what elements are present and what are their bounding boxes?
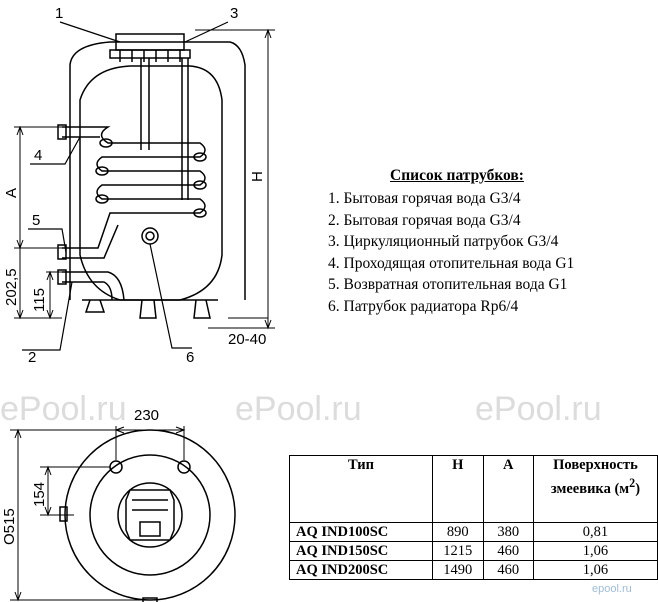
callout-4: 4 [34, 147, 43, 164]
dimension-lines-side [14, 30, 275, 328]
dim-a-label: A [3, 187, 20, 198]
cell-a: 460 [483, 561, 533, 580]
callout-1: 1 [55, 5, 64, 22]
table-row [290, 561, 658, 580]
nozzle-legend [328, 167, 648, 317]
tank-side-view [58, 34, 245, 318]
legend-item: 3. Циркуляционный патрубок G3/4 [328, 233, 559, 250]
header-surface-close: ) [635, 480, 641, 497]
callout-leaders [22, 22, 228, 350]
header-surface-text: Поверхность змеевика (м [550, 457, 638, 497]
legend-item: 6. Патрубок радиатора Rp6/4 [328, 297, 519, 315]
top-port-left [110, 461, 122, 473]
callout-5: 5 [32, 212, 41, 229]
watermark-text: ePool.ru [235, 390, 362, 428]
dimension-labels-side [3, 171, 266, 348]
spec-table-header [290, 456, 658, 523]
callout-2: 2 [28, 349, 37, 366]
top-flange-plate [110, 50, 190, 58]
cell-h: 1490 [432, 561, 483, 580]
callout-6: 6 [186, 349, 195, 366]
cell-name: AQ IND200SC [290, 561, 433, 580]
heating-coil [62, 127, 206, 258]
cell-name: AQ IND150SC [290, 542, 433, 561]
table-row [290, 523, 658, 542]
cell-a: 380 [483, 523, 533, 542]
dim-h-label: H [249, 171, 266, 182]
radiator-port [142, 228, 158, 244]
cell-surface: 1,06 [533, 542, 657, 561]
legend-list [328, 188, 648, 317]
dim-230-label: 230 [134, 407, 160, 424]
top-port-right [178, 461, 190, 473]
table-row [290, 542, 658, 561]
top-flange-square [140, 522, 160, 536]
cell-h: 1215 [432, 542, 483, 561]
tank-feet [86, 300, 210, 318]
legend-item: 2. Бытовая горячая вода G3/4 [328, 211, 521, 229]
brand-logo: epool.ru [592, 583, 632, 595]
legend-item: 1. Бытовая горячая вода G3/4 [328, 190, 521, 207]
header-h: H [432, 456, 483, 523]
flange-bolts [120, 50, 180, 62]
cell-surface: 0,81 [533, 523, 657, 542]
top-inner-circle [90, 455, 210, 575]
dim-202-label: 202,5 [3, 268, 20, 306]
top-flange-circle [118, 483, 182, 547]
tank-top-view [60, 430, 235, 602]
dim-154-label: 154 [31, 481, 48, 507]
dip-tube [141, 58, 149, 150]
callout-3: 3 [230, 5, 239, 22]
circulation-tube [182, 58, 188, 200]
radiator-port-inner [146, 232, 154, 240]
cell-surface: 1,06 [533, 561, 657, 580]
legend-item: 4. Проходящая отопительная вода G1 [328, 254, 575, 272]
spec-table [289, 455, 658, 580]
header-type: Тип [290, 456, 433, 523]
cell-a: 460 [483, 542, 533, 561]
header-a: A [483, 456, 533, 523]
legend-item: 5. Возвратная отопительная вода G1 [328, 276, 568, 293]
header-surface [533, 456, 657, 523]
legend-title: Список патрубков: [390, 167, 524, 184]
header-surface-sup: 2 [629, 476, 636, 490]
watermark [0, 390, 602, 428]
dim-2040-label: 20-40 [228, 331, 267, 348]
dim-515-label: O515 [1, 508, 18, 545]
top-flange-body [126, 490, 174, 540]
watermark-text: ePool.ru [475, 390, 602, 428]
tank-inner-vessel [80, 66, 222, 300]
cell-h: 890 [432, 523, 483, 542]
watermark-text: ePool.ru [0, 390, 127, 428]
dim-115-label: 115 [31, 288, 48, 312]
cell-name: AQ IND100SC [290, 523, 433, 542]
top-flange-detail [132, 500, 168, 510]
